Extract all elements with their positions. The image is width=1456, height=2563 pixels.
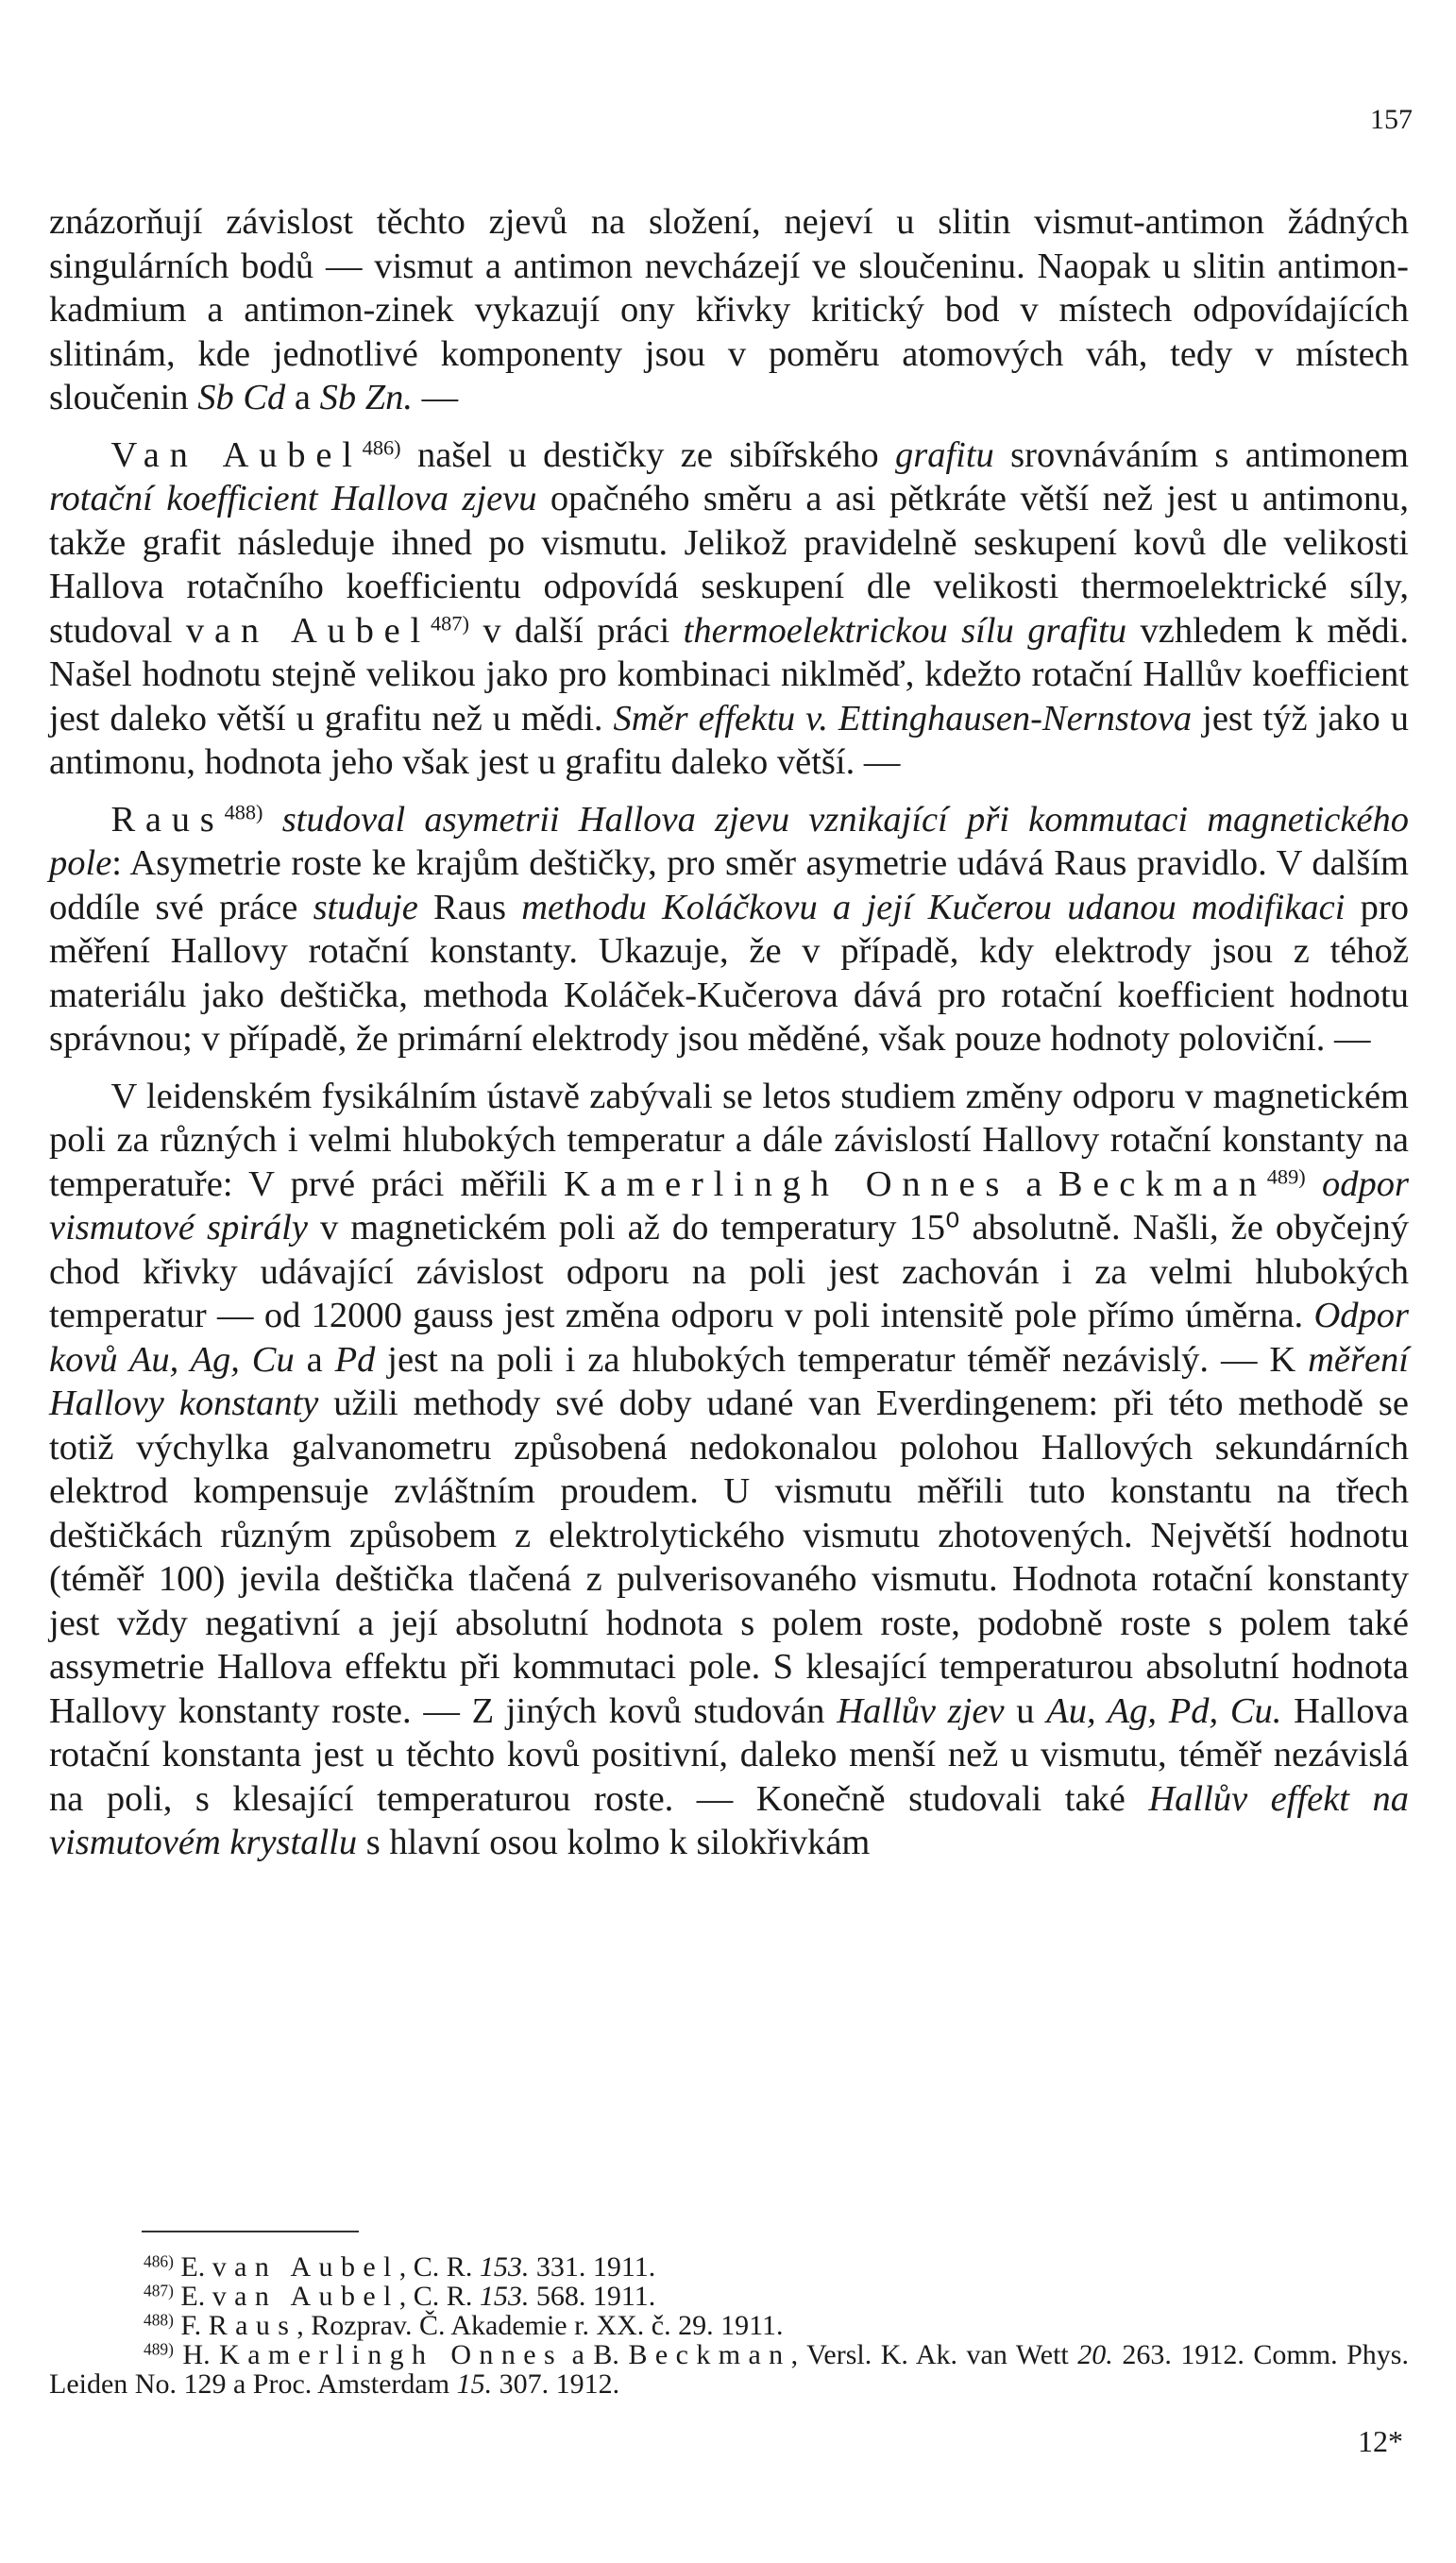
spaced-name: Van Aubel bbox=[110, 434, 363, 475]
text-run bbox=[1306, 1164, 1322, 1204]
italic-text: Směr effektu v. Ettinghausen-Nernstova bbox=[613, 698, 1193, 738]
text-run: znázorňují závislost těchto zjevů na složení, nejeví u slitin vismut-antimon žádných singulárních bodů — vismut a antimon nevcházejí ve sloučeninu. Naopak u slitin antimon-kadmium a antimon-zinek vykazují ony křivky kritický bod v místech odpovídajících slitinám, kde jednotlivé komponenty jsou v poměru atomových váh, tedy v místech sloučenin bbox=[49, 202, 1409, 417]
text-run: , C. R. bbox=[398, 2281, 480, 2312]
footnote bbox=[49, 2252, 1409, 2282]
text-run: E. bbox=[173, 2251, 212, 2283]
italic-text: 15. bbox=[456, 2368, 493, 2400]
footnote-ref: 487) bbox=[430, 611, 469, 636]
italic-text: 153. bbox=[479, 2251, 530, 2283]
spaced-name: Kamerlingh Onnes bbox=[563, 1163, 1010, 1204]
text-run: opačného směru a asi pětkráte větší než jest u antimonu, takže grafit následuje ihned po vismutu. Jelikož pravidelně seskupení kovů dle velikosti Hallova rotačního koefficientu odpovídá seskupení dle velikosti thermoelektrické síly, studoval bbox=[49, 479, 1410, 651]
italic-text: studuje bbox=[313, 887, 418, 927]
text-run: s hlavní osou kolmo k silokřivkám bbox=[357, 1823, 871, 1862]
text-run: našel u destičky ze sibířského bbox=[400, 434, 895, 475]
italic-text: Sb Cd bbox=[197, 378, 286, 417]
text-run: 263. 1912. Comm. Phys. Leiden No. 129 a Proc. Amsterdam bbox=[49, 2339, 1409, 2400]
text-run bbox=[263, 800, 282, 840]
text-run: E. bbox=[173, 2281, 212, 2312]
paragraph bbox=[49, 433, 1409, 785]
text-run: jest týž jako u antimonu, hodnota jeho však jest u grafitu daleko větší. — bbox=[49, 698, 1409, 782]
italic-text: Sb Zn. bbox=[319, 378, 414, 417]
text-run: , Versl. K. Ak. van Wett bbox=[790, 2339, 1078, 2370]
text-run: jest na poli i za hlubokých temperatur téměř nezávislý. — K bbox=[375, 1339, 1309, 1380]
footnote-ref: 489) bbox=[144, 2339, 174, 2359]
spaced-name: van Aubel bbox=[212, 2251, 399, 2283]
footnotes bbox=[49, 2252, 1409, 2399]
spaced-name: Beckman bbox=[1058, 1163, 1267, 1204]
italic-text: grafitu bbox=[894, 434, 994, 475]
italic-text: Hallův effekt na vismutovém krystallu bbox=[49, 1778, 1410, 1862]
text-run: V leidenském fysikálním ústavě zabývali se letos studiem změny odporu v magnetickém poli za různých i velmi hlubokých temperatur a dále závislostí Hallovy rotační konstanty na temperatuře: V prvé práci měřili bbox=[49, 1076, 1409, 1204]
text-run: a B. bbox=[563, 2339, 629, 2370]
text-run: srovnáváním s antimonem bbox=[993, 434, 1409, 475]
text-run: a bbox=[1009, 1163, 1058, 1204]
text-run: pro měření Hallovy rotační konstanty. Ukazuje, že v případě, kdy elektrody jsou z téhož materiálu jako deštička, methoda Koláček-Kučerova dává pro rotační koefficient hodnotu správnou; v případě, že primární elektrody jsou měděné, však pouze hodnoty poloviční. — bbox=[49, 887, 1410, 1059]
italic-text: thermoelektrickou sílu grafitu bbox=[683, 610, 1127, 651]
footnote bbox=[49, 2282, 1409, 2311]
spaced-name: Kamerlingh Onnes bbox=[219, 2339, 564, 2370]
spaced-name: van Aubel bbox=[212, 2281, 399, 2312]
footnote-ref: 486) bbox=[144, 2251, 174, 2271]
text-run: v magnetickém poli až do temperatury 15⁰ absolutně. Našli, že obyčejný chod křivky udávající závislost odporu na poli jest zachován i za velmi hlubokých temperatur — od 12000 gauss jest změna odporu v poli intensitě pole přímo úměrna. bbox=[49, 1208, 1410, 1335]
footnote bbox=[49, 2311, 1409, 2340]
footnote-ref: 486) bbox=[362, 435, 401, 460]
spaced-name: Raus bbox=[110, 799, 225, 840]
text-run: 331. 1911. bbox=[529, 2251, 656, 2283]
spaced-name: Raus bbox=[208, 2310, 297, 2341]
text-run: Raus bbox=[417, 887, 522, 927]
text-run: , Rozprav. Č. Akademie r. XX. č. 29. 1911. bbox=[296, 2310, 784, 2341]
text-run: 307. 1912. bbox=[492, 2368, 620, 2400]
text-run: : Asymetrie roste ke krajům deštičky, pro směr asymetrie udává Raus pravidlo. V dalším oddíle své práce bbox=[49, 843, 1409, 927]
italic-text: studoval asymetrii Hallova zjevu vznikající při kommutaci magnetického pole bbox=[49, 799, 1410, 883]
text-run: v další práci bbox=[468, 610, 684, 651]
text-run: a bbox=[285, 378, 320, 417]
text-run: H. bbox=[173, 2339, 220, 2370]
main-text bbox=[49, 200, 1409, 1878]
footnote-divider bbox=[142, 2231, 359, 2232]
italic-text: Au, Ag, Pd, Cu. bbox=[1046, 1690, 1282, 1731]
text-run: 568. 1911. bbox=[529, 2281, 656, 2312]
text-run: vzhledem k mědi. Našel hodnotu stejně velikou jako pro kombinaci niklměď, kdežto rotační Hallův koefficient jest daleko větší u grafitu než u mědi. bbox=[49, 610, 1409, 738]
italic-text: Hallův zjev bbox=[837, 1690, 1005, 1731]
footnote-ref: 487) bbox=[144, 2281, 174, 2300]
text-run: užili methody své doby udané van Everdingenem: při této methodě se totiž výchylka galvanometru způsobená nedokonalou polohou Hallových sekundárních elektrod kompensuje zvláštním proudem. U vismutu měřili tuto konstantu na třech deštičkách různým způsobem z elektrolytického vismutu zhotovených. Největší hodnotu (téměř 100) jevila deštička tlačená z pulverisovaného vismutu. Hodnota rotační konstanty jest vždy negativní a její absolutní hodnota s polem roste, podobně roste s polem také assymetrie Hallova effektu při kommutaci pole. S klesající temperaturou absolutní hodnota Hallovy konstanty roste. — Z jiných kovů studován bbox=[49, 1383, 1409, 1731]
text-run: F. bbox=[173, 2310, 209, 2341]
paragraph bbox=[49, 200, 1409, 420]
signature-mark: 12* bbox=[1358, 2424, 1403, 2458]
italic-text: Pd bbox=[334, 1339, 376, 1380]
text-run: Hallova rotační konstanta jest u těchto kovů positivní, daleko menší než u vismutu, téměř nezávislá na poli, s klesající temperaturou roste. — Konečně studovali také bbox=[49, 1690, 1410, 1819]
spaced-name: van Aubel bbox=[185, 610, 431, 651]
text-run: u bbox=[1004, 1690, 1047, 1731]
paragraph bbox=[49, 798, 1409, 1061]
italic-text: Odpor kovů Au, Ag, Cu bbox=[49, 1296, 1409, 1380]
text-run: a bbox=[294, 1339, 335, 1380]
text-run: — bbox=[413, 378, 459, 417]
italic-text: rotační koefficient Hallova zjevu bbox=[49, 479, 537, 518]
italic-text: 153. bbox=[479, 2281, 530, 2312]
italic-text: 20. bbox=[1077, 2339, 1113, 2370]
italic-text: měření Hallovy konstanty bbox=[49, 1339, 1409, 1423]
italic-text: odpor vismutové spirály bbox=[49, 1163, 1410, 1248]
footnote-ref: 488) bbox=[144, 2310, 174, 2330]
text-run: , C. R. bbox=[398, 2251, 480, 2283]
paragraph bbox=[49, 1075, 1409, 1865]
footnote bbox=[49, 2340, 1409, 2399]
footnote-ref: 488) bbox=[224, 800, 263, 824]
italic-text: methodu Koláčkovu a její Kučerou udanou modifikaci bbox=[521, 887, 1346, 927]
spaced-name: Beckman bbox=[628, 2339, 791, 2370]
footnote-ref: 489) bbox=[1266, 1164, 1306, 1189]
page-number: 157 bbox=[1370, 104, 1413, 135]
